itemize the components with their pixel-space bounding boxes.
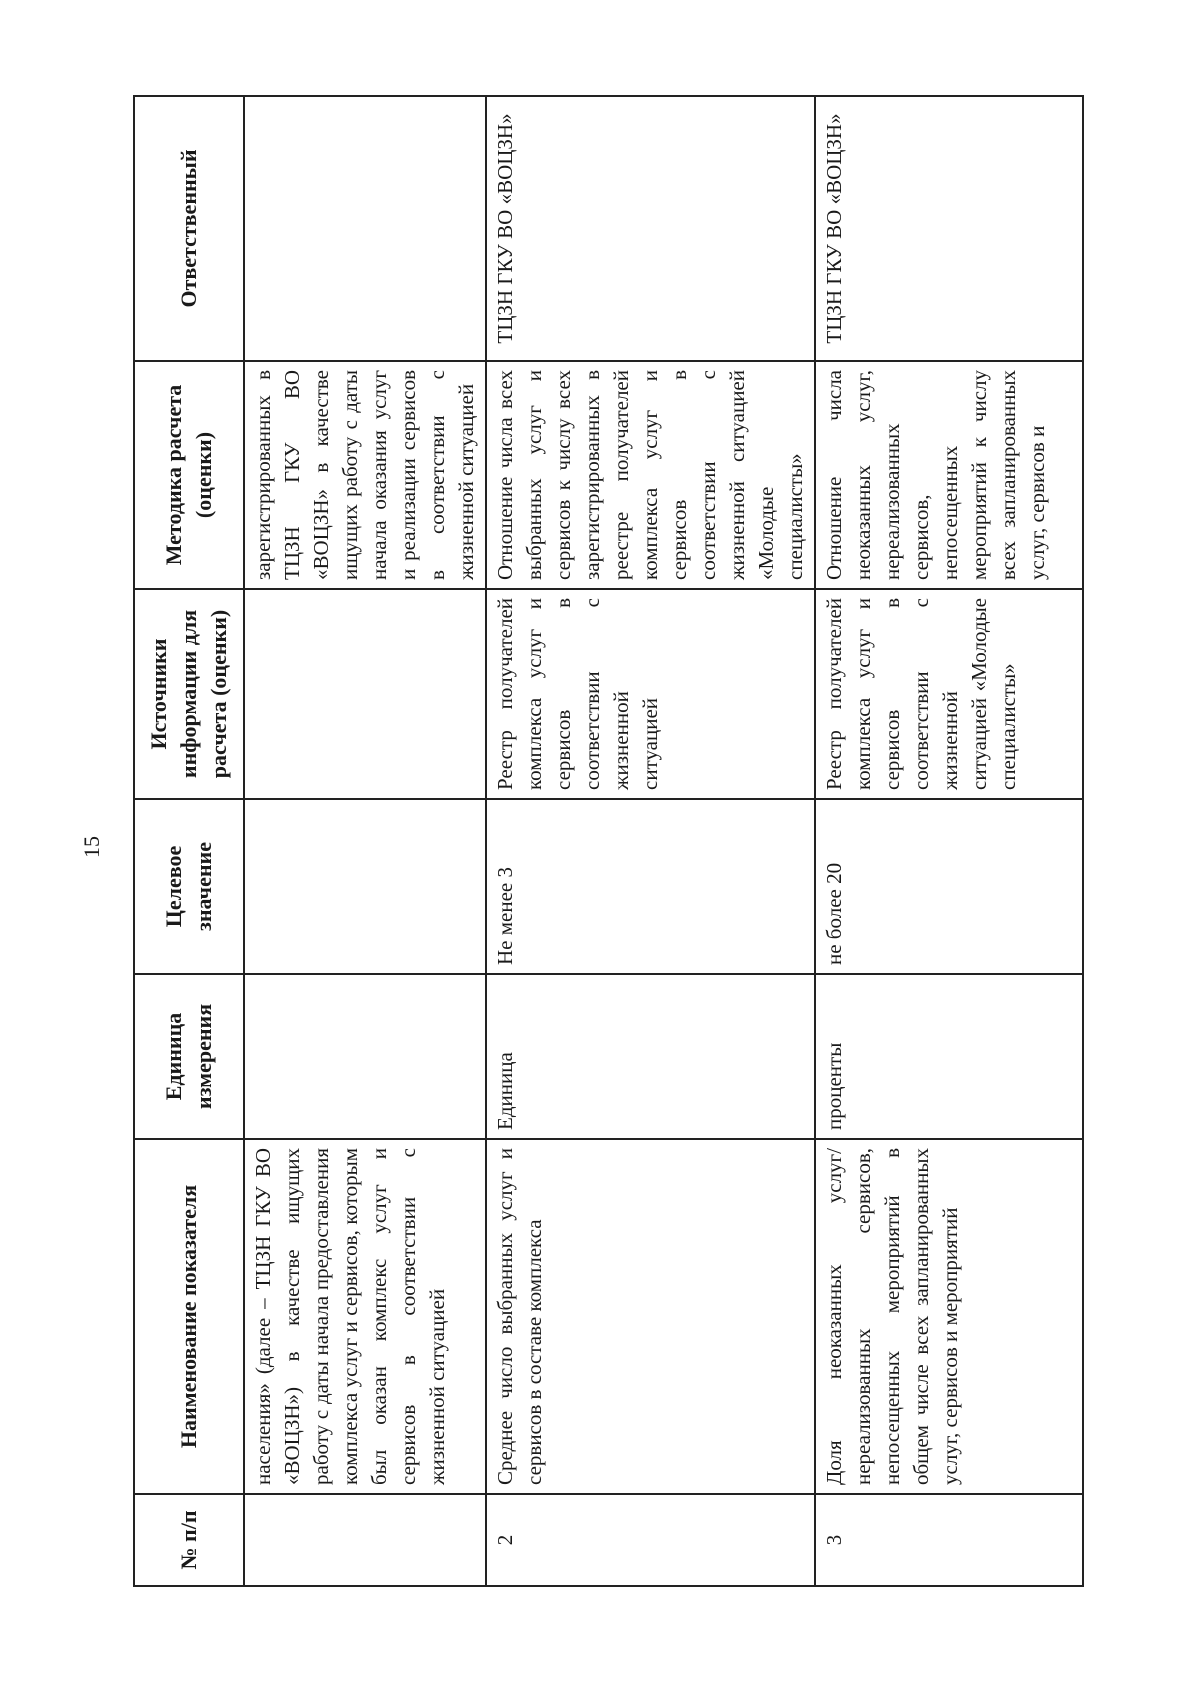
cell-indicator-name: населения» (далее – ТЦЗН ГКУ ВО «ВОЦЗН») в качестве ищущих работу с даты начала предоставления комплекса услуг и сервисов, которым был оказан комплекс услуг и сервисов в соответствии с жизненной ситуацией: [244, 1139, 486, 1494]
header-unit: Единица измерения: [134, 974, 244, 1139]
header-responsible: Ответственный: [134, 96, 244, 361]
header-info-sources: Источники информации для расчета (оценки): [134, 589, 244, 799]
indicator-table: [133, 95, 1084, 1587]
cell-target-value: [244, 799, 486, 974]
cell-responsible: ТЦЗН ГКУ ВО «ВОЦЗН»: [486, 96, 815, 361]
table-header-row: [134, 96, 244, 1586]
cell-info-source: Реестр получателей комплекса услуг и сервисов в соответствии с жизненной ситуацией: [486, 589, 815, 799]
cell-number: 2: [486, 1494, 815, 1586]
header-number: № п/п: [134, 1494, 244, 1586]
table-row: [815, 96, 1083, 1586]
cell-target-value: Не менее 3: [486, 799, 815, 974]
cell-number: 3: [815, 1494, 1083, 1586]
cell-calculation-method: Отношение числа всех выбранных услуг и сервисов к числу всех зарегистрированных в реестре получателей комплекса услуг и сервисов в соответствии с жизненной ситуацией «Молодые специалисты»: [486, 361, 815, 589]
cell-target-value: не более 20: [815, 799, 1083, 974]
table-row: [486, 96, 815, 1586]
header-indicator-name: Наименование показателя: [134, 1139, 244, 1494]
cell-number: [244, 1494, 486, 1586]
table-landscape: [133, 97, 1049, 1587]
header-calculation-method: Методика расчета (оценки): [134, 361, 244, 589]
cell-info-source: Реестр получателей комплекса услуг и сервисов в соответствии с жизненной ситуацией «Молодые специалисты»: [815, 589, 1083, 799]
cell-responsible: [244, 96, 486, 361]
cell-calculation-method: зарегистрированных в ТЦЗН ГКУ ВО «ВОЦЗН» в качестве ищущих работу с даты начала оказания услуг и реализации сервисов в соответствии с жизненной ситуацией: [244, 361, 486, 589]
header-target-value: Целевое значение: [134, 799, 244, 974]
cell-indicator-name: Среднее число выбранных услуг и сервисов в составе комплекса: [486, 1139, 815, 1494]
cell-info-source: [244, 589, 486, 799]
rotated-table-area: [133, 97, 1049, 1587]
cell-responsible: ТЦЗН ГКУ ВО «ВОЦЗН»: [815, 96, 1083, 361]
cell-unit: Единица: [486, 974, 815, 1139]
cell-unit: проценты: [815, 974, 1083, 1139]
cell-unit: [244, 974, 486, 1139]
cell-calculation-method: Отношение числа неоказанных услуг, нереализованных сервисов, непосещенных мероприятий к числу всех запланированных услуг, сервисов и: [815, 361, 1083, 589]
page-number: 15: [79, 836, 104, 858]
table-row: [244, 96, 486, 1586]
cell-indicator-name: Доля неоказанных услуг/нереализованных сервисов, непосещенных мероприятий в общем числе всех запланированных услуг, сервисов и мероприятий: [815, 1139, 1083, 1494]
